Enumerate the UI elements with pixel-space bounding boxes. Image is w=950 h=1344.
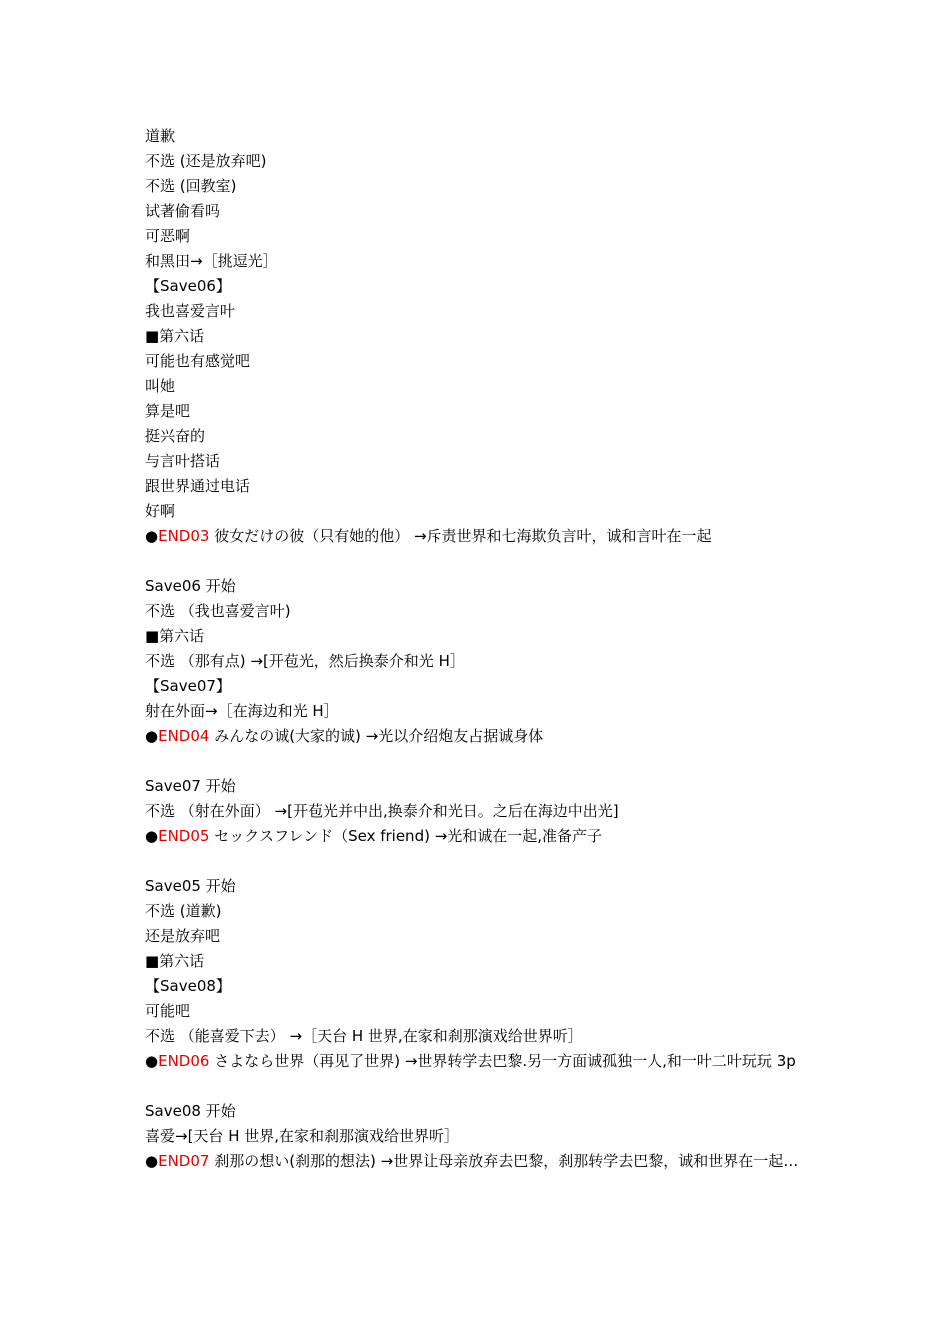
- bullet-icon: ●: [145, 527, 159, 545]
- choice-line: 叫她: [145, 377, 176, 395]
- ending-line: [145, 724, 810, 749]
- bullet-icon: ●: [145, 827, 159, 845]
- ending-line: [145, 524, 810, 549]
- bullet-icon: ●: [145, 1052, 159, 1070]
- choice-line: 可恶啊: [145, 227, 191, 245]
- choice-line: 还是放弃吧: [145, 927, 221, 945]
- chapter-heading: ■第六话: [145, 327, 205, 345]
- choice-line: 不选 （能喜爱下去） →［天台 H 世界,在家和刹那演戏给世界听］: [145, 1027, 583, 1045]
- ending-description: さよなら世界（再见了世界) →世界转学去巴黎.另一方面诚孤独一人,和一叶二叶玩玩 3p: [209, 1052, 796, 1070]
- bullet-icon: ●: [145, 1152, 159, 1170]
- ending-code: END06: [158, 1052, 210, 1070]
- walkthrough-block: [145, 124, 810, 549]
- choice-line: 可能吧: [145, 1002, 191, 1020]
- walkthrough-block: [145, 874, 810, 1074]
- choice-line: 挺兴奋的: [145, 427, 206, 445]
- choice-line: 不选 （射在外面） →[开苞光并中出,换泰介和光日。之后在海边中出光]: [145, 802, 619, 820]
- ending-description: みんなの诚(大家的诚) →光以介绍炮友占据诚身体: [209, 727, 544, 745]
- save-marker: 【Save08】: [145, 977, 231, 995]
- choice-line: 我也喜爱言叶: [145, 302, 236, 320]
- ending-code: END03: [158, 527, 210, 545]
- chapter-heading: ■第六话: [145, 952, 205, 970]
- chapter-heading: ■第六话: [145, 627, 205, 645]
- choice-line: 不选 （我也喜爱言叶): [145, 602, 291, 620]
- ending-line: [145, 1149, 810, 1174]
- choice-line: 好啊: [145, 502, 176, 520]
- choice-line: 与言叶搭话: [145, 452, 221, 470]
- choice-line: 喜爱→[天台 H 世界,在家和刹那演戏给世界听］: [145, 1127, 460, 1145]
- choice-line: 算是吧: [145, 402, 191, 420]
- save-start-heading: Save05 开始: [145, 877, 236, 895]
- spacer: [145, 749, 810, 774]
- ending-description: セックスフレンド（Sex friend) →光和诚在一起,准备产子: [209, 827, 603, 845]
- choice-line: 可能也有感觉吧: [145, 352, 251, 370]
- ending-description: 刹那の想い(刹那的想法) →世界让母亲放弃去巴黎，刹那转学去巴黎，诚和世界在一起…: [209, 1152, 799, 1170]
- walkthrough-block: [145, 574, 810, 749]
- spacer: [145, 849, 810, 874]
- ending-code: END07: [158, 1152, 210, 1170]
- choice-line: 试著偷看吗: [145, 202, 221, 220]
- save-marker: 【Save06】: [145, 277, 231, 295]
- choice-line: 不选 (回教室): [145, 177, 237, 195]
- save-start-heading: Save07 开始: [145, 777, 236, 795]
- save-start-heading: Save06 开始: [145, 577, 236, 595]
- save-marker: 【Save07】: [145, 677, 231, 695]
- spacer: [145, 1074, 810, 1099]
- ending-description: 彼女だけの彼（只有她的他） →斥责世界和七海欺负言叶，诚和言叶在一起: [209, 527, 712, 545]
- ending-code: END04: [158, 727, 210, 745]
- choice-line: 道歉: [145, 127, 176, 145]
- choice-line: 跟世界通过电话: [145, 477, 251, 495]
- bullet-icon: ●: [145, 727, 159, 745]
- walkthrough-block: [145, 1099, 810, 1174]
- save-start-heading: Save08 开始: [145, 1102, 236, 1120]
- choice-line: 不选 （那有点) →[开苞光，然后换泰介和光 H］: [145, 652, 465, 670]
- ending-code: END05: [158, 827, 210, 845]
- document-page: [145, 124, 810, 1174]
- choice-line: 射在外面→［在海边和光 H］: [145, 702, 339, 720]
- choice-line: 和黑田→［挑逗光］: [145, 252, 278, 270]
- choice-line: 不选 (还是放弃吧): [145, 152, 267, 170]
- ending-line: [145, 1049, 810, 1074]
- walkthrough-block: [145, 774, 810, 849]
- ending-line: [145, 824, 810, 849]
- choice-line: 不选 (道歉): [145, 902, 222, 920]
- spacer: [145, 549, 810, 574]
